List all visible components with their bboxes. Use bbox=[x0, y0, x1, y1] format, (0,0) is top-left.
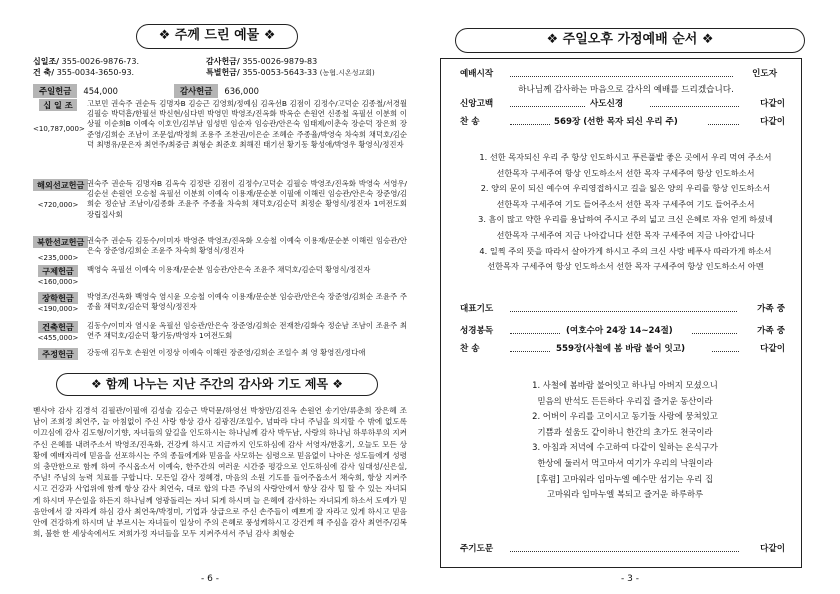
lyric-line: 2. 어버이 우리를 고이시고 동기들 사랑에 뭉쳐있고 bbox=[532, 411, 718, 422]
lyric-line: 기쁨과 설움도 같이하니 한간의 초가도 천국이라 bbox=[537, 426, 713, 437]
offering-sums bbox=[33, 84, 413, 98]
thanksgiving-text: 벧사야 감사 김경석 김필관/이필애 김성술 김승근 박덕문/하영선 박창만/김진옥 손원연 송기안/류춘희 장은혜 조남이 조희정 최연주, 늘 아침없이 주신 사랑 항상 감사 김광진/조일수, 넘따라 다녀 주님을 의지할 수 밖에 없도록 이끄심에 감사 김도형/이기향, 자녀들의 앞길을 인도하시는 하나님께 감사 박두남, 사랑의 하나님 하루하루의 지켜주신 은혜를 내려주소서 박영조/진옥화, 건강케 하시고 지금까지 인도하심에 감사 서영자/한홍기, 오늘도 모든 상황에 예배자리에 믿음을 선포하시는 주의 종들에게와 믿음을 사모하는 심령으로 믿음없이 나아온 성도들에게 성령의 충만한으로 함께 하여 주시옵소서 이예숙, 한주간의 여러운 시간중 평강으로 인도하심에 감사 임대성/신은실, 주님! 주님의 능력 치료를 구합니다. 모든일 감사 정혜경, 마음의 소원 기도를 들어주옵소서 채숙희, 항상 지켜주시고 건강과 사업위에 함께 항상 감사 최연숙, 대로 합의 다른 주님의 사랑안에서 항상 감사 힐 할 수 있는 자녀되게 하시며 무슨일을 하든지 하나님께 영광돌리는 자녀 되게 하시며 늘 은혜에 감사하는 자녀되게 하소서 도예가 믿음안에서 잘 자라게 하심 감사 최연옥/박정미, 기업과 상급으로 주신 손주들이 예쁘게 잘 자라고 있게 하시고 믿음 안에 건강하게 하시며 날 부르시는 자녀들이 일상이 주의 은혜로 풍성케하시고 강건케 해 주심을 감사 최연주/김복희, 불한 한 세상속에서도 저희가정 자녀들을 모두 지켜주셔서 주님 감사 최형순 bbox=[33, 406, 407, 539]
donor-names: 고보민 권숙주 권순득 김명자B 김승근 김영희/정예심 김옥선B 김점이 김정수/고덕순 김종철/서경월 김필승 박덕흠/한필선 박신현/심다빈 박영민 박영조/진옥화 박옥순 손원연 신종철 옥필선 이분희 이상필 이순희B 이예숙 이호인/김부남 임성빈 임순자 임승관/안은숙 임태제/이춘숙 장순덕 장은희 장준영/김희순 조남이 조문섭/박정희 조용주 조찬권/이은순 조혜순 주종율/박영숙 차숙희 채덕호/김순덕 최병유/문은자 최연주/최중금 최형순 최준호 최해진 태기선 황기동 황성애/박영우 황영식/정진자 bbox=[87, 99, 407, 149]
category-tag: 건축헌금 bbox=[38, 321, 78, 333]
page-number-right: - 3 - bbox=[621, 574, 639, 585]
category-amount: <720,000> bbox=[37, 201, 79, 209]
category-overseas-mission bbox=[33, 179, 405, 231]
call-text: 하나님께 감사하는 마음으로 감사의 예배를 드리겠습니다. bbox=[518, 85, 734, 95]
lyric-line: 믿음의 반석도 든든하다 우리집 즐거운 동산이라 bbox=[537, 395, 713, 406]
donor-names: 권숙주 권순득 김명자B 김옥숙 김정란 김점이 김정수/고덕순 김필승 박영조/진옥화 박영숙 서영우/김순선 손원연 오승철 옥필선 이분희 이예숙 이용재/문순분 이필애 이해린 임승관/안은숙 장준영/김희순 정순남 조남이/김종화 조윤주 주종율 차숙희 채덕호/김순덕 최정순 황영식/정진자 1여전도회 장립집사회 bbox=[87, 179, 407, 219]
offerings-title: ❖ 주께 드린 예물 ❖ bbox=[136, 24, 298, 49]
category-amount: <455,000> bbox=[37, 334, 79, 342]
donor-names: 강동애 김두호 손원연 이정상 이예숙 이해린 장준영/김희순 조일수 최 영 황영진/정다애 bbox=[87, 348, 366, 357]
sum-value-sunday: 454,000 bbox=[83, 86, 119, 96]
category-amount: <10,787,000> bbox=[33, 125, 85, 133]
lyric-line: 선한목자 구세주여 항상 인도하소서 선한 목자 구세주여 항상 인도하소서 bbox=[496, 167, 755, 178]
lyric-line: 4. 일찍 주의 뜻을 따라서 살아가게 하시고 주의 크신 사랑 베푸사 따라가게 하소서 bbox=[479, 245, 772, 256]
category-tag: 주정헌금 bbox=[38, 348, 78, 360]
category-tag: 구제헌금 bbox=[38, 265, 78, 277]
category-relief bbox=[33, 265, 405, 289]
thanksgiving-title: ❖ 함께 나누는 지난 주간의 감사와 기도 제목 ❖ bbox=[56, 373, 378, 396]
lyric-line: 선한목자 구세주여 지금 나아갑니다 선한 목자 구세주여 지금 나아갑니다 bbox=[496, 229, 755, 240]
lyric-line: [후렴] 고마워라 임마누엘 예수만 섬기는 우리 집 bbox=[536, 473, 714, 484]
category-amount: <235,000> bbox=[37, 254, 79, 262]
donor-names: 권숙주 권순득 김동수/이미자 박영준 박영조/진옥화 오승철 이예숙 이용재/문순분 이해린 임승관/안은숙 장준영/김희순 조윤주 차숙희 황영식/정진자 bbox=[87, 236, 407, 256]
category-north-korea-mission bbox=[33, 236, 405, 266]
donor-names: 김동수/이미자 염시윤 옥필선 임승관/안은숙 장준영/김희순 전재찬/김화숙 정순남 조남이 조윤주 최연주 채덕호/김순덕 황기동/박영자 1여전도회 bbox=[87, 321, 407, 341]
category-amount: <160,000> bbox=[37, 278, 79, 286]
sum-label-sunday: 주일헌금 bbox=[33, 84, 77, 98]
account-row-1: 십일조/ 355-0026-9876-73. 감사헌금/ 355-0026-9879-83 bbox=[33, 57, 318, 66]
page-number-left: - 6 - bbox=[201, 574, 219, 585]
sum-value-thanks: 636,000 bbox=[224, 86, 260, 96]
lyric-line: 1. 선한 목자되신 우리 주 항상 인도하시고 푸른풀밭 좋은 곳에서 우리 먹여 주소서 bbox=[479, 152, 772, 162]
lyric-line: 1. 사철에 봄바람 불어잇고 하나님 아버지 모셨으니 bbox=[532, 380, 718, 390]
category-tag: 십 일 조 bbox=[39, 99, 76, 111]
lyric-line: 한상에 둘러서 먹고마셔 여기가 우리의 낙원이라 bbox=[537, 457, 713, 468]
donor-names: 백영숙 옥필선 이예숙 이용재/문순분 임승관/안은숙 조윤주 채덕호/김순덕 황영식/정진자 bbox=[87, 265, 371, 274]
lyric-line: 고마워라 임마누엘 복되고 즐거운 하루하루 bbox=[546, 489, 704, 500]
donor-names: 박영조/진옥화 백영숙 염시윤 오승철 이예숙 이용재/문순분 임승관/안은숙 장준영/김희순 조윤주 주종율 채덕호/김순덕 황영식/정진자 bbox=[87, 292, 407, 312]
lyric-line: 2. 양의 문이 되신 예수여 우리영접하시고 길을 잃은 양의 우리를 항상 인도하소서 bbox=[480, 183, 771, 194]
sum-label-thanks: 감사헌금 bbox=[174, 84, 218, 98]
category-tag: 해외선교헌금 bbox=[33, 179, 88, 191]
worship-order-title: ❖ 주일오후 가정예배 순서 ❖ bbox=[455, 28, 805, 53]
category-designated bbox=[33, 348, 405, 372]
hymn-559-lyrics bbox=[470, 378, 780, 503]
category-tag: 장학헌금 bbox=[38, 292, 78, 304]
lyric-line: 3. 아침과 저녁에 수고하여 다같이 일하는 온식구가 bbox=[532, 442, 718, 453]
lyric-line: 선한목자 구세주여 항상 인도하소서 선한 목자 구세주여 항상 인도하소서 아멘 bbox=[487, 261, 764, 272]
account-row-2: 건 축/ 355-0034-3650-93. 특별헌금/ 355-0053-5643-33 (농협.시온성교회) bbox=[33, 68, 375, 77]
category-tag: 북한선교헌금 bbox=[33, 236, 88, 248]
category-amount: <190,000> bbox=[37, 305, 79, 313]
hymn-569-lyrics bbox=[458, 150, 793, 275]
lyric-line: 선한목자 구세주여 기도 들어주소서 선한 목자 구세주여 기도 들어주소서 bbox=[496, 198, 755, 209]
lyric-line: 3. 흠이 많고 약한 우리를 용납하여 주시고 주의 넓고 크신 은혜로 자유 얻게 하셨네 bbox=[478, 214, 773, 225]
